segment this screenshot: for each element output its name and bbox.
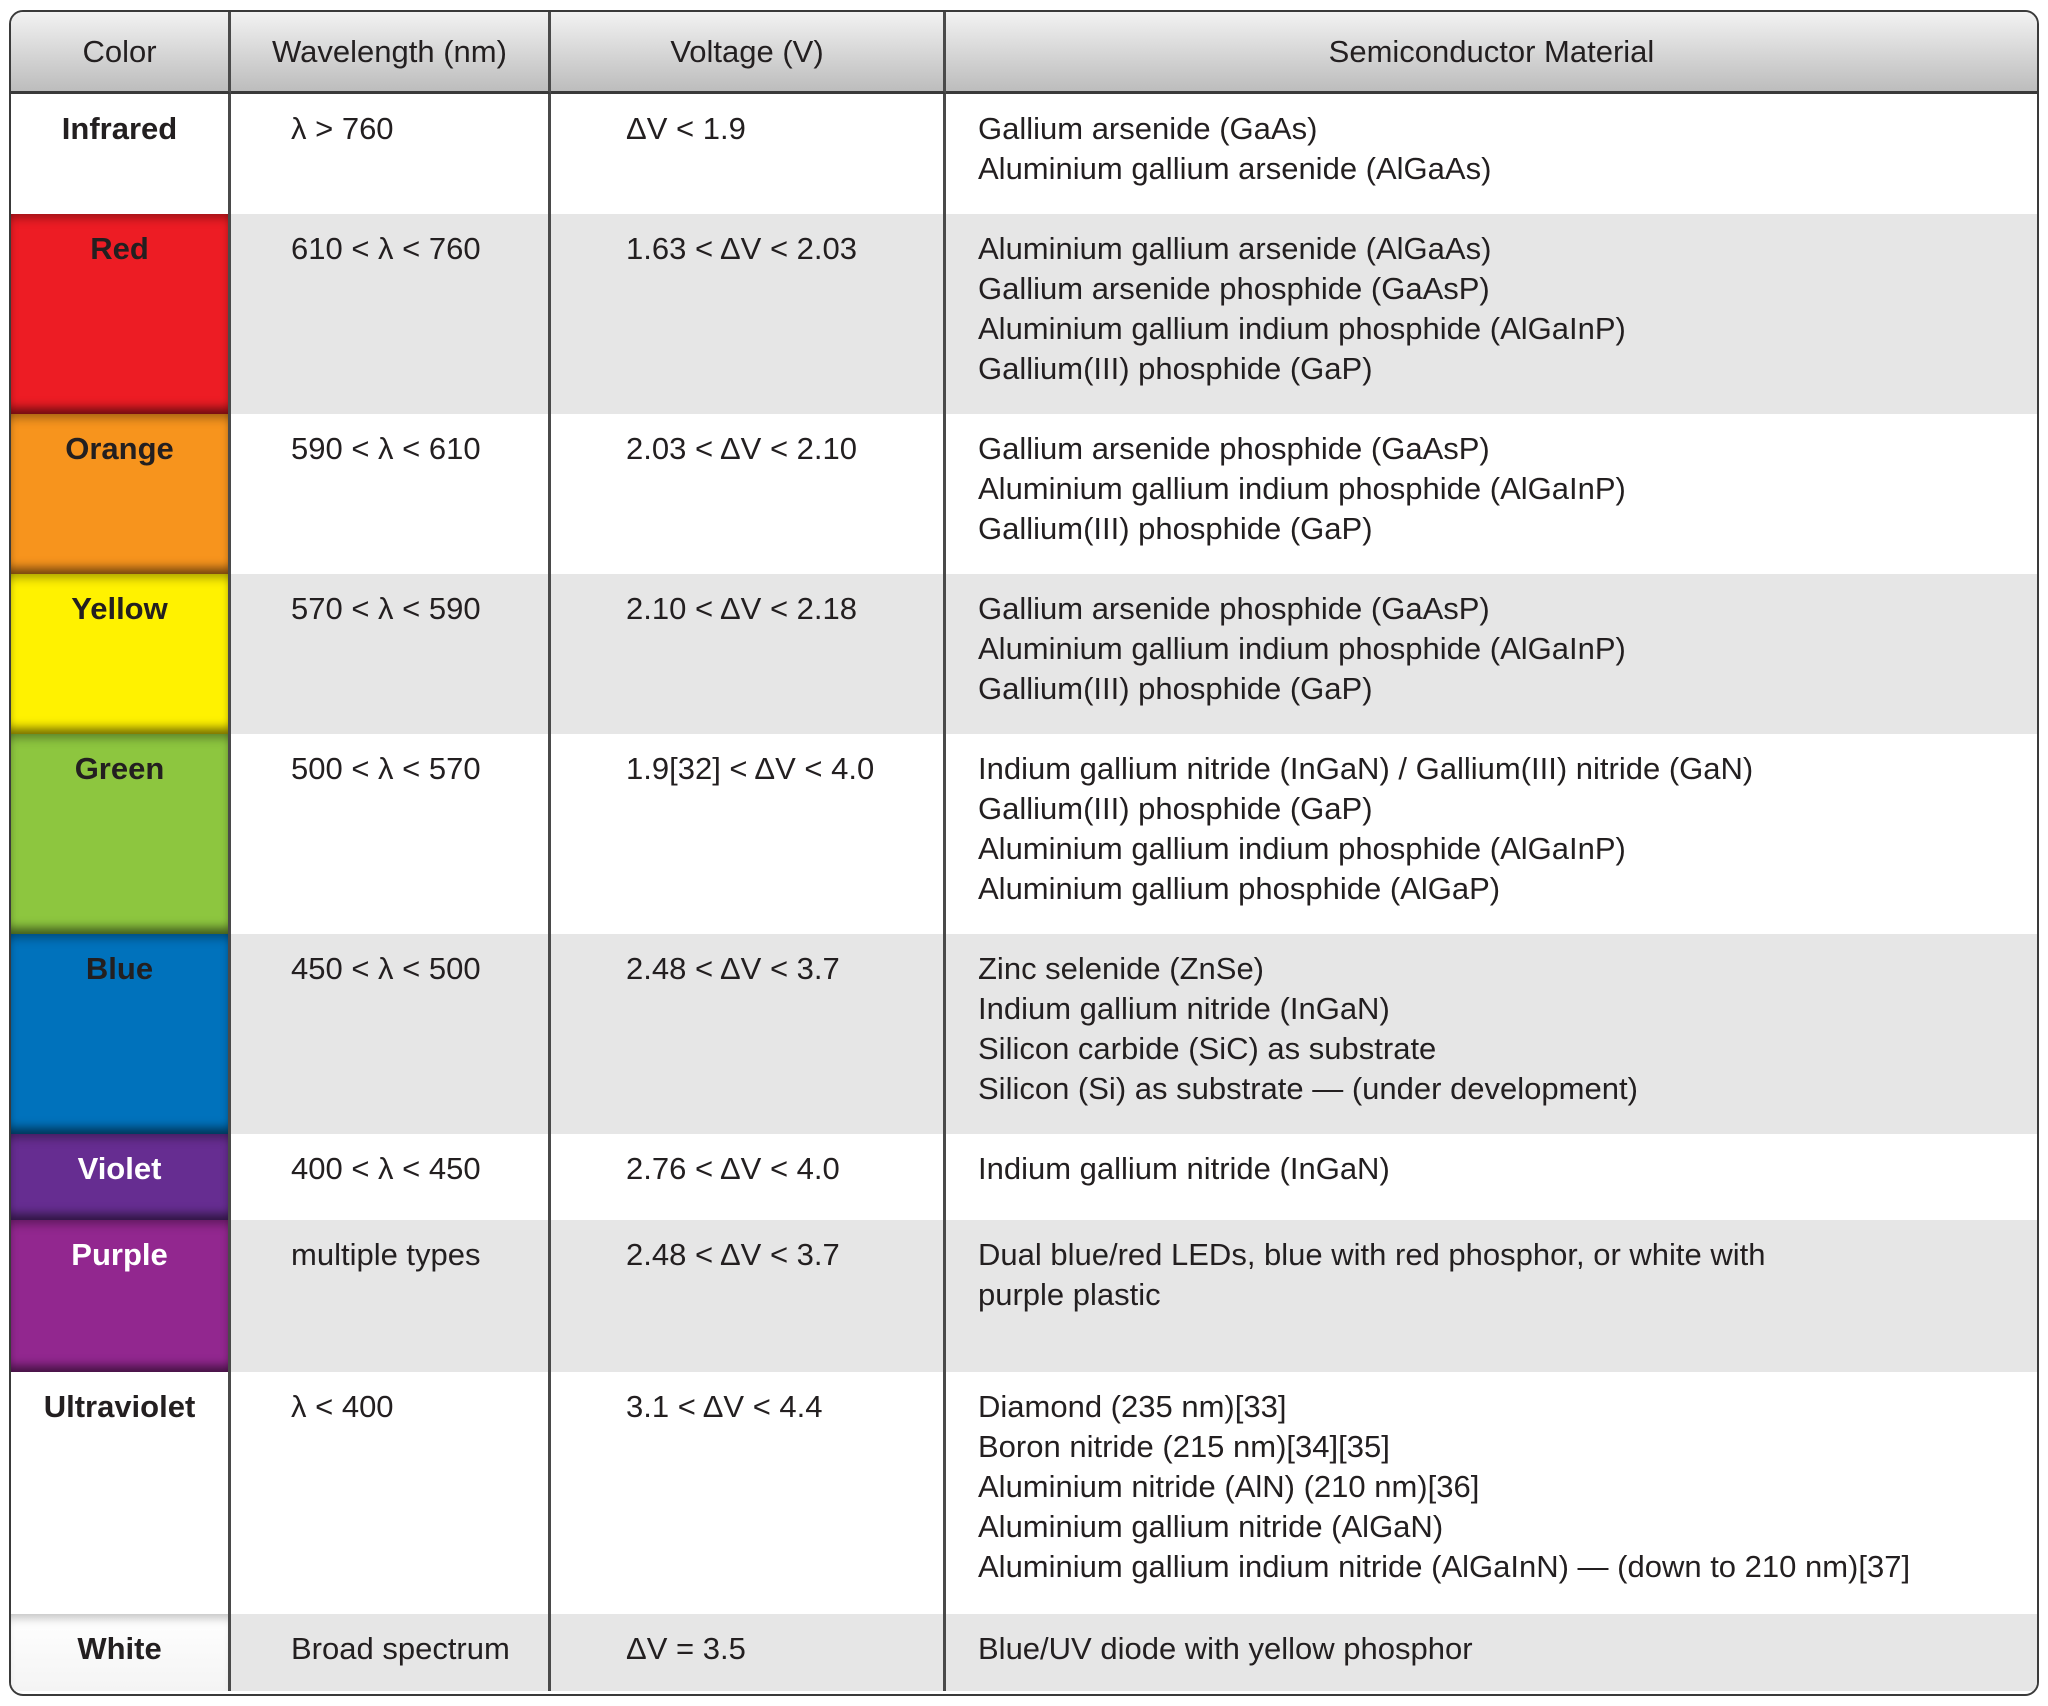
color-swatch-cell: Infrared [11, 94, 231, 214]
material-line: Silicon carbide (SiC) as substrate [978, 1031, 1437, 1066]
voltage-cell: ΔV = 3.5 [551, 1614, 946, 1691]
voltage-cell: 1.9[32] < ΔV < 4.0 [551, 734, 946, 934]
wavelength-cell: 400 < λ < 450 [231, 1134, 551, 1220]
voltage-cell: 2.48 < ΔV < 3.7 [551, 1220, 946, 1372]
material-line: Aluminium gallium arsenide (AlGaAs) [978, 231, 1492, 266]
material-line: Indium gallium nitride (InGaN) [978, 991, 1390, 1026]
voltage-cell: 3.1 < ΔV < 4.4 [551, 1372, 946, 1614]
material-cell [946, 1614, 2037, 1691]
material-line: Boron nitride (215 nm)[34][35] [978, 1429, 1390, 1464]
voltage-cell: 2.48 < ΔV < 3.7 [551, 934, 946, 1134]
material-line: Aluminium gallium nitride (AlGaN) [978, 1509, 1444, 1544]
material-cell [946, 94, 2037, 214]
material-line: Aluminium gallium indium phosphide (AlGaInP) [978, 311, 1626, 346]
material-cell [946, 734, 2037, 934]
material-line: Aluminium gallium indium phosphide (AlGaInP) [978, 831, 1626, 866]
material-line: Indium gallium nitride (InGaN) / Gallium(III) nitride (GaN) [978, 751, 1754, 786]
material-cell [946, 934, 2037, 1134]
header-voltage: Voltage (V) [551, 12, 946, 94]
material-line: Aluminium gallium arsenide (AlGaAs) [978, 151, 1492, 186]
material-line: Dual blue/red LEDs, blue with red phosphor, or white with [978, 1237, 1766, 1272]
voltage-cell: 2.10 < ΔV < 2.18 [551, 574, 946, 734]
color-swatch-cell: Yellow [11, 574, 231, 734]
color-swatch-cell: Ultraviolet [11, 1372, 231, 1614]
material-line: Gallium(III) phosphide (GaP) [978, 671, 1373, 706]
material-line: Aluminium gallium phosphide (AlGaP) [978, 871, 1501, 906]
material-cell [946, 414, 2037, 574]
header-material: Semiconductor Material [946, 12, 2037, 94]
voltage-cell: ΔV < 1.9 [551, 94, 946, 214]
voltage-cell: 2.03 < ΔV < 2.10 [551, 414, 946, 574]
material-line: Gallium arsenide phosphide (GaAsP) [978, 431, 1490, 466]
color-swatch-cell: Orange [11, 414, 231, 574]
material-cell [946, 1134, 2037, 1220]
material-line: purple plastic [978, 1277, 1161, 1312]
material-line: Aluminium nitride (AlN) (210 nm)[36] [978, 1469, 1480, 1504]
material-line: Aluminium gallium indium nitride (AlGaInN) — (down to 210 nm)[37] [978, 1549, 1911, 1584]
header-wavelength: Wavelength (nm) [231, 12, 551, 94]
color-swatch-cell: Red [11, 214, 231, 414]
material-line: Blue/UV diode with yellow phosphor [978, 1631, 1473, 1666]
wavelength-cell: 570 < λ < 590 [231, 574, 551, 734]
material-line: Indium gallium nitride (InGaN) [978, 1151, 1390, 1186]
color-swatch-cell: Violet [11, 1134, 231, 1220]
material-line: Gallium arsenide (GaAs) [978, 111, 1318, 146]
material-line: Aluminium gallium indium phosphide (AlGaInP) [978, 631, 1626, 666]
wavelength-cell: 500 < λ < 570 [231, 734, 551, 934]
material-cell [946, 574, 2037, 734]
material-line: Gallium(III) phosphide (GaP) [978, 351, 1373, 386]
wavelength-cell: 610 < λ < 760 [231, 214, 551, 414]
voltage-cell: 1.63 < ΔV < 2.03 [551, 214, 946, 414]
material-cell [946, 214, 2037, 414]
wavelength-cell: Broad spectrum [231, 1614, 551, 1691]
color-swatch-cell: White [11, 1614, 231, 1691]
header-color: Color [11, 12, 231, 94]
material-line: Diamond (235 nm)[33] [978, 1389, 1287, 1424]
material-line: Gallium arsenide phosphide (GaAsP) [978, 271, 1490, 306]
wavelength-cell: λ > 760 [231, 94, 551, 214]
material-line: Gallium(III) phosphide (GaP) [978, 511, 1373, 546]
material-line: Aluminium gallium indium phosphide (AlGaInP) [978, 471, 1626, 506]
material-line: Gallium arsenide phosphide (GaAsP) [978, 591, 1490, 626]
color-swatch-cell: Purple [11, 1220, 231, 1372]
color-swatch-cell: Blue [11, 934, 231, 1134]
led-color-table [9, 10, 2039, 1696]
wavelength-cell: 590 < λ < 610 [231, 414, 551, 574]
wavelength-cell: multiple types [231, 1220, 551, 1372]
table-grid [11, 12, 2037, 1691]
material-line: Gallium(III) phosphide (GaP) [978, 791, 1373, 826]
material-line: Zinc selenide (ZnSe) [978, 951, 1265, 986]
voltage-cell: 2.76 < ΔV < 4.0 [551, 1134, 946, 1220]
material-cell [946, 1372, 2037, 1614]
wavelength-cell: 450 < λ < 500 [231, 934, 551, 1134]
material-cell [946, 1220, 2037, 1372]
color-swatch-cell: Green [11, 734, 231, 934]
material-line: Silicon (Si) as substrate — (under development) [978, 1071, 1638, 1106]
wavelength-cell: λ < 400 [231, 1372, 551, 1614]
